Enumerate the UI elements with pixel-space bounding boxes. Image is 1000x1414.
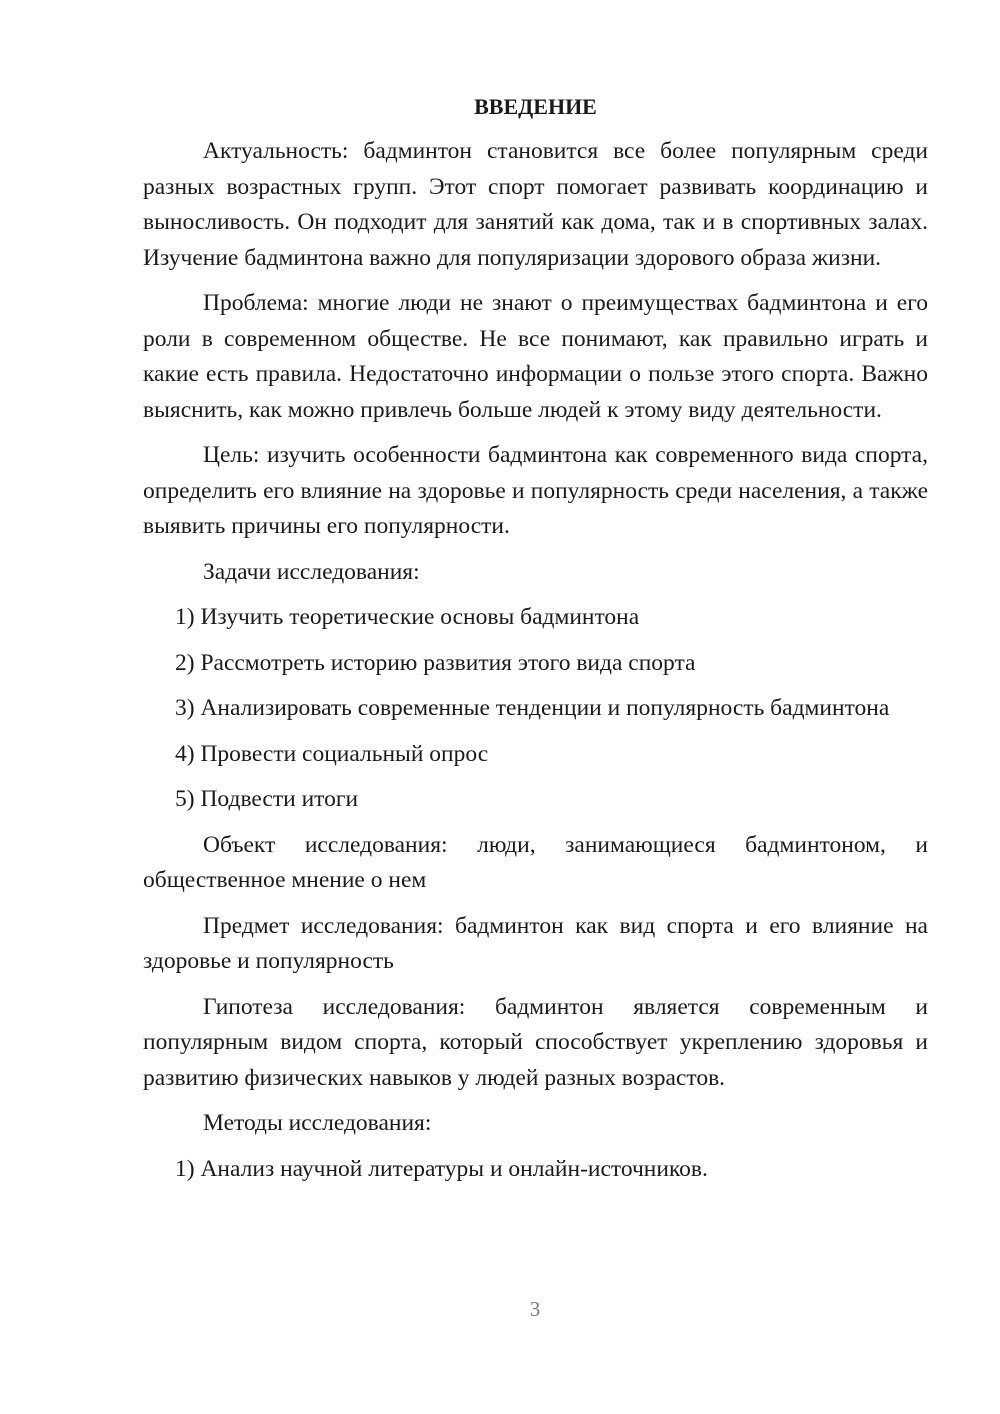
task-item: 5) Подвести итоги [175, 786, 359, 812]
task-item: 2) Рассмотреть историю развития этого вида спорта [175, 649, 696, 676]
subject-paragraph: Предмет исследования: бадминтон как вид спорта и его влияние на здоровье и популярность [143, 912, 928, 974]
page-number: 3 [529, 1297, 541, 1321]
tasks-title: Задачи исследования: [203, 558, 420, 585]
object-paragraph: Объект исследования: люди, занимающиеся бадминтоном, и общественное мнение о нем [143, 831, 928, 893]
task-item: 4) Провести социальный опрос [175, 740, 489, 767]
problem-paragraph: Проблема: многие люди не знают о преимуществах бадминтона и его роли в современном обществе. Не все понимают, как правильно играть и какие есть правила. Недостаточно информации о пользе этого спорта. Важно выяснить, как можно привлечь больше людей к этому виду деятельности. [143, 290, 928, 423]
task-item: 3) Анализировать современные тенденции и популярность бадминтона [175, 695, 890, 721]
task-item: 1) Изучить теоретические основы бадминтона [175, 604, 640, 630]
document-page [143, 90, 928, 1197]
goal-paragraph: Цель: изучить особенности бадминтона как современного вида спорта, определить его влияние на здоровье и популярность среди населения, а также выявить причины его популярности. [143, 442, 928, 539]
relevance-paragraph: Актуальность: бадминтон становится все более популярным среди разных возрастных групп. Этот спорт помогает развивать координацию и выносливость. Он подходит для занятий как дома, так и в спортивных залах. Изучение бадминтона важно для популяризации здорового образа жизни. [143, 138, 928, 271]
method-item: 1) Анализ научной литературы и онлайн-источников. [175, 1155, 708, 1182]
section-heading: ВВЕДЕНИЕ [474, 94, 597, 119]
hypothesis-paragraph: Гипотеза исследования: бадминтон является современным и популярным видом спорта, который способствует укреплению здоровья и развитию физических навыков у людей разных возрастов. [143, 993, 928, 1091]
methods-title: Методы исследования: [203, 1110, 432, 1136]
